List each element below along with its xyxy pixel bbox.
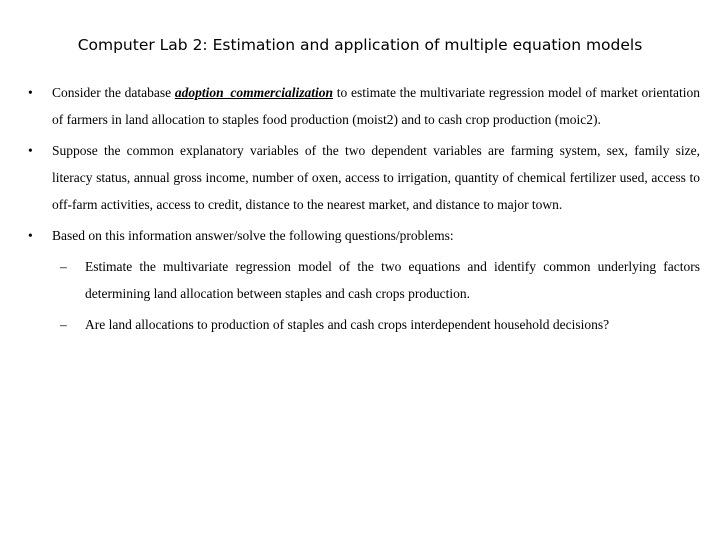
bullet-list (24, 79, 700, 342)
bullet-text: Suppose the common explanatory variables of the two dependent variables are farming system, sex, family size, literacy status, annual gross income, number of oxen, access to irrigation, quantity of chemical fertilizer used, access to off-farm activities, access to credit, distance to the nearest market, and distance to major town. (52, 143, 700, 212)
bullet-item-database (24, 79, 700, 133)
bullet-icon: • (28, 85, 33, 100)
question-text: Estimate the multivariate regression model of the two equations and identify common underlying factors determining land allocation between staples and cash crops production. (85, 259, 700, 301)
bullet-icon: • (28, 228, 33, 243)
bullet-text-suffix: to estimate the multivariate regression model of market orientation of farmers in land allocation to staples food production (moist2) and to cash crop production (moic2). (52, 85, 700, 127)
dash-icon: – (60, 259, 67, 274)
slide-title: Computer Lab 2: Estimation and application of multiple equation models (77, 36, 643, 54)
bullet-item-explanatory-variables (24, 137, 700, 218)
dash-icon: – (60, 317, 67, 332)
bullet-text: Based on this information answer/solve the following questions/problems: (52, 228, 454, 243)
database-name: adoption_commercialization (174, 85, 334, 100)
question-text: Are land allocations to production of staples and cash crops interdependent household decisions? (85, 317, 610, 332)
question-item-estimate (52, 253, 700, 307)
bullet-text-prefix: Consider the database (52, 85, 175, 100)
bullet-icon: • (28, 143, 33, 158)
bullet-item-questions (24, 222, 700, 338)
question-item-interdependence (52, 311, 700, 338)
question-list (52, 253, 700, 338)
